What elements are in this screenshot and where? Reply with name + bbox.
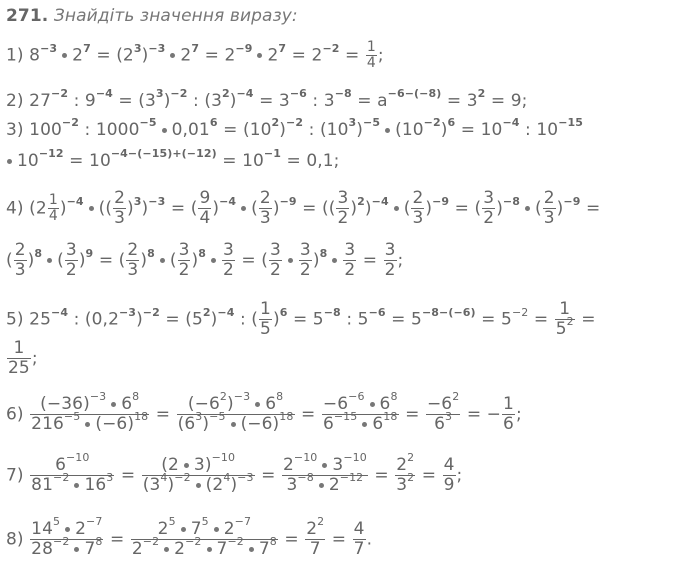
item-label: 1) (6, 45, 24, 66)
multiply-dot (160, 258, 165, 263)
multiply-dot (62, 53, 67, 58)
fraction: $\frac{-6^2}{6^3}$ (426, 390, 460, 434)
fraction: $\frac{-6^{-6} 6^8}{6^{-15} 6^{18}}$ (322, 390, 398, 434)
fraction: $\frac{9}{4}$ (199, 188, 211, 228)
fraction: $\frac{3}{2}$ (299, 240, 311, 280)
fraction: $\frac{2}{3}$ (127, 240, 139, 280)
multiply-dot (214, 527, 219, 532)
solution-line-4b: ( $\frac{2}{3}$ )$^8$ ( $\frac{3}{2}$ )$^9$ = ( $\frac{2}{3}$ )$^8$ ( $\frac{3}{2}$ )$^8$ $\frac{3}{2}$ = ( $\frac{3}{2}$ $\frac{3}{2}$ )$^8$ $\frac{3}{2}$ = $\frac{3}{2}$ ; (6, 240, 404, 280)
multiply-dot (322, 463, 327, 468)
multiply-dot (74, 547, 79, 552)
solution-line-4a: 4) (2 $\frac{1}{4}$ )$^{-4}$ (( $\frac{2}{3}$ )$^3$)$^{-3}$ = ( $\frac{9}{4}$ )$^{-4}$ ( $\frac{2}{3}$ )$^{-9}$ = (( $\frac{3}{2}$ )$^2$)$^{-4}$ ( $\frac{2}{3}$ )$^{-9}$ = ( $\frac{3}{2}$ )$^{-8}$ ( $\frac{2}{3}$ )$^{-9}$ = (6, 188, 601, 228)
multiply-dot (181, 527, 186, 532)
fraction: $\frac{2}{3}$ (14, 240, 26, 280)
fraction: $\frac{2^5 7^5 2^{-7}}{2^{-2} 2^{-2} 7^{-2} 7^8}$ (131, 515, 277, 559)
solution-line-5a: 5) $25^{-4}$ : $(0,2^{-3})^{-2} = (5^2)^{-4}$ : ( $\frac{1}{5}$ )$^6 = 5^{-8}$ : $5^{-6} = 5^{-8-(-6)} = 5^{-2}$ = $\frac{1}{5^2}$ = (6, 299, 596, 339)
multiply-dot (255, 402, 260, 407)
solution-line-2: 2) $27^{-2}$ : $9^{-4} = (3^3)^{-2}$ : $(3^2)^{-4} = 3^{-6}$ : $3^{-8} = a^{-6-(-8)} = 3^2 = 9$; (6, 87, 528, 111)
multiply-dot (47, 258, 52, 263)
fraction: $\frac{(-6^2)^{-3} 6^8}{(6^3)^{-5} (-6)^{18}}$ (177, 390, 294, 434)
fraction: $\frac{2}{3}$ (259, 188, 271, 228)
fraction: $\frac{2^2}{3^2}$ (396, 451, 415, 495)
fraction: $\frac{2^{-10} 3^{-10}}{3^{-8} 2^{-12}}$ (282, 451, 367, 495)
multiply-dot (184, 463, 189, 468)
fraction: $\frac{3}{2}$ (222, 240, 234, 280)
multiply-dot (207, 547, 212, 552)
fraction: $\frac{1}{5}$ (260, 299, 271, 339)
item-label: 6) (6, 404, 24, 425)
multiply-dot (362, 422, 367, 427)
fraction: $\frac{6^{-10}}{81^{-2} 16^3}$ (31, 451, 114, 495)
item-label: 5) (6, 309, 24, 330)
fraction: $\frac{14^5 2^{-7}}{28^{-2} 7^8}$ (31, 515, 103, 559)
multiply-dot (7, 159, 12, 164)
multiply-dot (74, 483, 79, 488)
fraction: $\frac{(2 3)^{-10}}{(3^4)^{-2} (2^4)^{-3}}$ (142, 451, 254, 495)
item-label: 2) (6, 91, 24, 111)
multiply-dot (319, 483, 324, 488)
multiply-dot (241, 206, 246, 211)
item-label: 4) (6, 198, 24, 219)
exercise-header (6, 6, 298, 26)
multiply-dot (162, 128, 167, 133)
fraction: $\frac{2^2}{7}$ (306, 515, 325, 559)
exercise-title: Знайдіть значення виразу: (53, 6, 298, 26)
multiply-dot (288, 258, 293, 263)
fraction: $\frac{2}{3}$ (412, 188, 424, 228)
fraction: $\frac{3}{2}$ (337, 188, 349, 228)
solution-line-8: 8) $\frac{14^5 2^{-7}}{28^{-2} 7^8}$ = $\frac{2^5 7^5 2^{-7}}{2^{-2} 2^{-2} 7^{-2} 7^8}$ = $\frac{2^2}{7}$ = $\frac{4}{7}$ . (6, 515, 373, 559)
fraction: $\frac{3}{2}$ (270, 240, 281, 280)
solution-line-5b: $\frac{1}{25}$ ; (8, 338, 38, 378)
fraction: $\frac{4}{9}$ (443, 455, 455, 495)
exercise-number: 271. (6, 6, 49, 26)
item-label: 3) (6, 120, 24, 140)
multiply-dot (525, 206, 530, 211)
solution-line-1: 1) $8^{-3}$ $2^7 = (2^3)^{-3}$ $2^7 = 2^{-9}$ $2^7 = 2^{-2}$ = $\frac{1}{4}$ ; (6, 39, 384, 71)
fraction: $\frac{(-36)^{-3} 6^8}{216^{-5} (-6)^{18}}$ (31, 390, 149, 434)
fraction: $\frac{3}{2}$ (384, 240, 396, 280)
multiply-dot (211, 258, 216, 263)
multiply-dot (85, 422, 90, 427)
multiply-dot (332, 258, 337, 263)
multiply-dot (111, 402, 116, 407)
fraction: $\frac{3}{2}$ (65, 240, 77, 280)
multiply-dot (65, 527, 70, 532)
multiply-dot (394, 206, 399, 211)
multiply-dot (231, 422, 236, 427)
fraction: $\frac{3}{2}$ (483, 188, 495, 228)
fraction: $\frac{1}{6}$ (503, 394, 514, 434)
fraction: $\frac{1}{4}$ (366, 39, 376, 71)
multiply-dot (370, 402, 375, 407)
multiply-dot (164, 547, 169, 552)
solution-line-7: 7) $\frac{6^{-10}}{81^{-2} 16^3}$ = $\frac{(2 3)^{-10}}{(3^4)^{-2} (2^4)^{-3}}$ = $\frac{2^{-10} 3^{-10}}{3^{-8} 2^{-12}}$ = $\frac{2^2}{3^2}$ = $\frac{4}{9}$ ; (6, 451, 463, 495)
item-label: 8) (6, 529, 24, 550)
fraction: $\frac{1}{5^2}$ (555, 299, 574, 339)
multiply-dot (257, 53, 262, 58)
fraction: $\frac{1}{4}$ (48, 192, 58, 224)
solution-line-3b: $10^{-12} = 10^{-4-(-15)+(-12)} = 10^{-1} = 0,1$; (6, 151, 340, 171)
solution-line-3a: 3) $100^{-2}$ : $1000^{-5}$ $0,01^6 = (10^2)^{-2}$ : $(10^3)^{-5}$ $(10^{-2})^6 = 10^{-4}$ : $10^{-15}$ (6, 116, 584, 140)
multiply-dot (170, 53, 175, 58)
multiply-dot (385, 128, 390, 133)
fraction: $\frac{4}{7}$ (353, 519, 365, 559)
fraction: $\frac{3}{2}$ (178, 240, 190, 280)
fraction: $\frac{1}{25}$ (8, 338, 30, 378)
fraction: $\frac{2}{3}$ (543, 188, 555, 228)
fraction: $\frac{2}{3}$ (114, 188, 126, 228)
solution-line-6: 6) $\frac{(-36)^{-3} 6^8}{216^{-5} (-6)^{18}}$ = $\frac{(-6^2)^{-3} 6^8}{(6^3)^{-5} (-6)^{18}}$ = $\frac{-6^{-6} 6^8}{6^{-15} 6^{18}}$ = $\frac{-6^2}{6^3}$ = − $\frac{1}{6}$ ; (6, 390, 522, 434)
multiply-dot (249, 547, 254, 552)
fraction: $\frac{3}{2}$ (344, 240, 356, 280)
item-label: 7) (6, 465, 24, 486)
multiply-dot (196, 483, 201, 488)
multiply-dot (89, 206, 94, 211)
